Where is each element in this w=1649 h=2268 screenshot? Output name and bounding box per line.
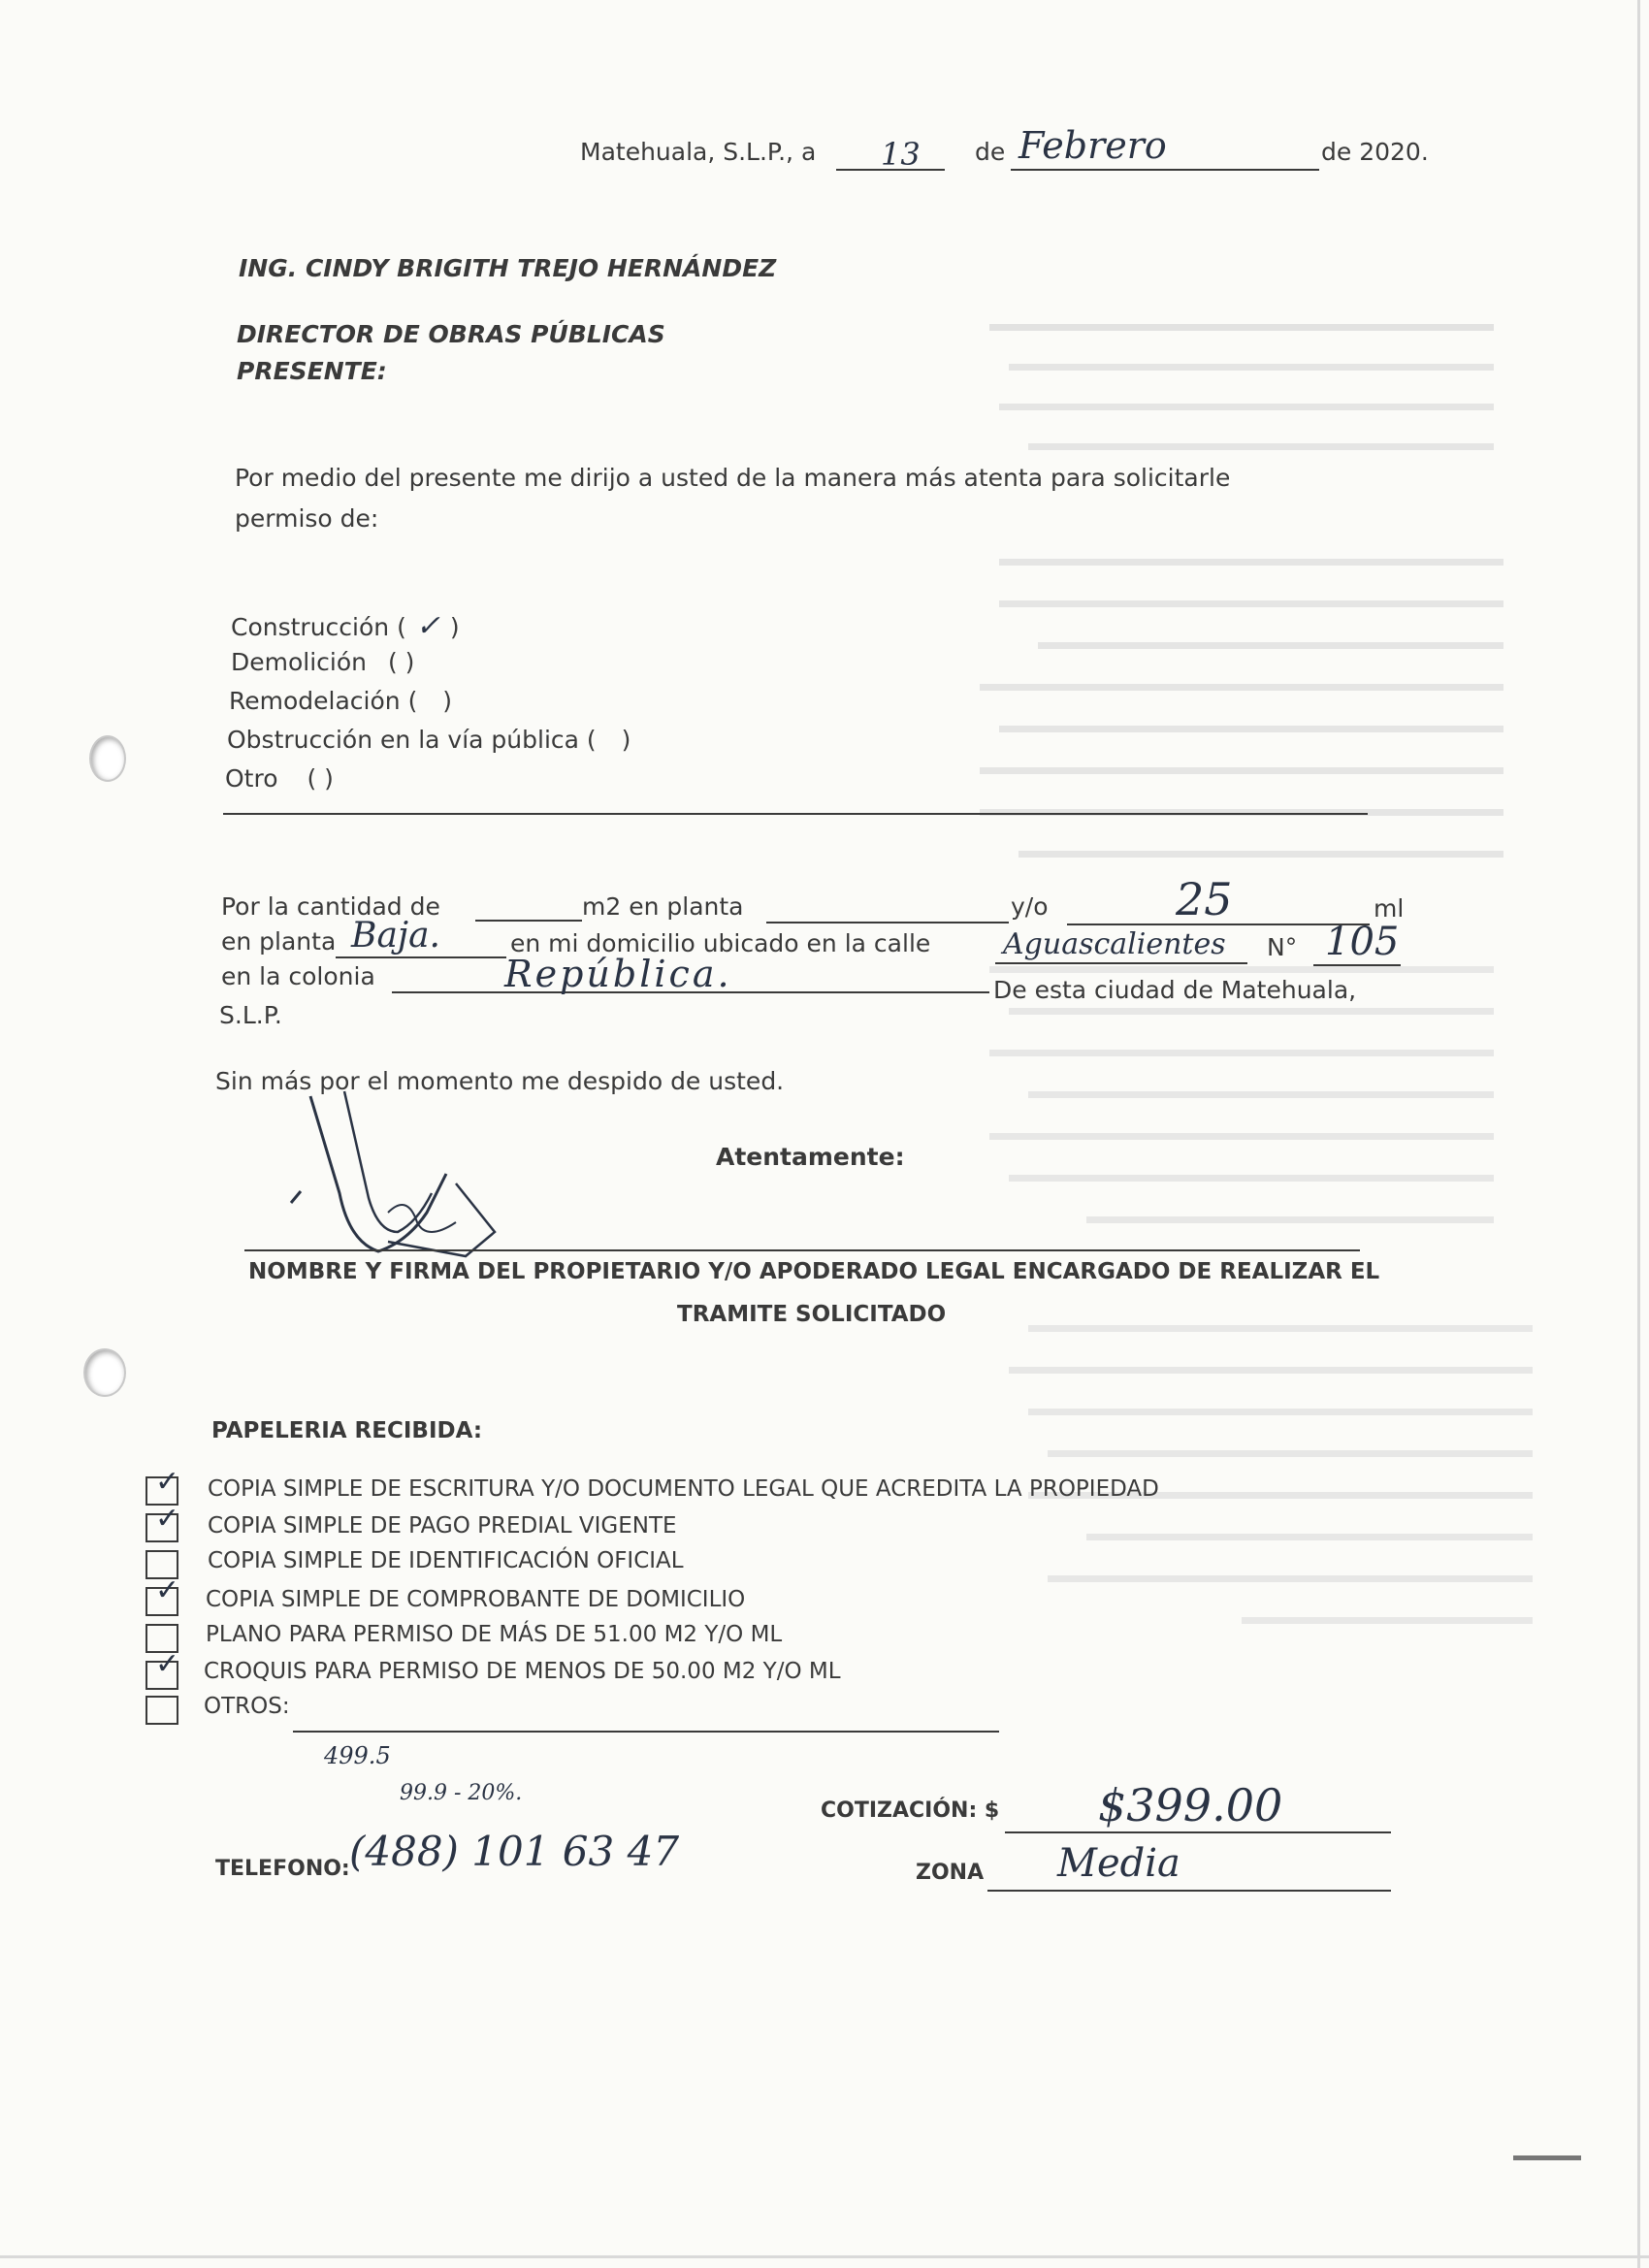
cotizacion-label: COTIZACIÓN: $	[821, 1798, 1000, 1823]
intro-line-1: Por medio del presente me dirijo a usted de la manera más atenta para solicitarle	[235, 464, 1231, 492]
addressee-presente: PRESENTE:	[237, 357, 387, 385]
calle-line	[995, 962, 1247, 964]
permit-otro[interactable]	[225, 764, 334, 793]
signature-caption-1: NOMBRE Y FIRMA DEL PROPIETARIO Y/O APODERADO LEGAL ENCARGADO DE REALIZAR EL	[248, 1259, 1380, 1284]
m2-planta-line	[766, 922, 1009, 923]
bleedthrough-block-4	[1009, 1290, 1533, 1624]
bleedthrough-block-2	[980, 524, 1504, 858]
permit-remodelacion-label: Remodelación (	[229, 687, 418, 715]
scan-mark	[1513, 2155, 1581, 2160]
signature-caption-2: TRAMITE SOLICITADO	[677, 1302, 947, 1327]
domicilio-label: en mi domicilio ubicado en la calle	[510, 929, 931, 957]
zona-value: Media	[1057, 1841, 1180, 1886]
doc-check-escritura: ✓	[155, 1465, 180, 1499]
telefono-label: TELEFONO:	[215, 1857, 350, 1881]
planta-line	[336, 956, 506, 958]
otro-line	[223, 813, 1368, 815]
permit-construccion-close: )	[449, 613, 460, 641]
addressee-name: ING. CINDY BRIGITH TREJO HERNÁNDEZ	[239, 254, 777, 282]
intro-line-2: permiso de:	[235, 504, 379, 533]
header-de: de	[975, 138, 1006, 166]
permit-construccion-mark: ✓	[415, 609, 440, 643]
doc-label-escritura: COPIA SIMPLE DE ESCRITURA Y/O DOCUMENTO LEGAL QUE ACREDITA LA PROPIEDAD	[208, 1476, 1159, 1502]
cotizacion-value: $399.00	[1098, 1779, 1283, 1831]
permit-otro-label: Otro	[225, 764, 278, 793]
doc-label-otros: OTROS:	[204, 1694, 290, 1719]
permit-otro-box: ( )	[307, 764, 334, 793]
header-year: de 2020.	[1321, 138, 1429, 166]
permit-remodelacion-close: )	[442, 687, 453, 715]
punch-hole-lower	[85, 1350, 124, 1395]
otros-line	[293, 1731, 999, 1733]
note-calc-2: 99.9 - 20%.	[400, 1781, 523, 1805]
doc-label-plano: PLANO PARA PERMISO DE MÁS DE 51.00 M2 Y/O ML	[206, 1622, 783, 1647]
doc-check-croquis: ✓	[155, 1647, 180, 1681]
doc-label-predial: COPIA SIMPLE DE PAGO PREDIAL VIGENTE	[208, 1513, 677, 1539]
zona-line	[987, 1890, 1391, 1892]
papeleria-title: PAPELERIA RECIBIDA:	[211, 1418, 483, 1443]
permit-construccion-label: Construcción (	[231, 613, 406, 641]
cantidad-line	[475, 920, 582, 922]
doc-check-domicilio: ✓	[155, 1573, 180, 1607]
scan-bottom-edge	[0, 2255, 1649, 2258]
cantidad-prefix: Por la cantidad de	[221, 892, 440, 921]
ml-label: ml	[1374, 894, 1405, 923]
colonia-prefix: en la colonia	[221, 962, 375, 990]
bleedthrough-block-1	[989, 291, 1494, 485]
yo-label: y/o	[1011, 892, 1049, 921]
doc-label-domicilio: COPIA SIMPLE DE COMPROBANTE DE DOMICILIO	[206, 1587, 746, 1612]
calle-value: Aguascalientes	[1003, 927, 1226, 961]
m2-label: m2 en planta	[582, 892, 744, 921]
punch-hole-upper	[91, 737, 124, 780]
doc-label-identificacion: COPIA SIMPLE DE IDENTIFICACIÓN OFICIAL	[208, 1548, 684, 1573]
month-line	[1011, 169, 1319, 171]
zona-label: ZONA	[916, 1861, 985, 1885]
permit-obstruccion[interactable]	[227, 726, 630, 754]
addressee-title: DIRECTOR DE OBRAS PÚBLICAS	[237, 320, 665, 348]
scan-right-edge	[1637, 0, 1640, 2268]
cotizacion-line	[1005, 1831, 1391, 1833]
note-calc-1: 499.5	[324, 1742, 391, 1769]
permit-construccion[interactable]	[231, 609, 460, 643]
permit-obstruccion-label: Obstrucción en la vía pública (	[227, 726, 597, 754]
header-month: Febrero	[1018, 124, 1167, 167]
atentamente: Atentamente:	[716, 1143, 905, 1171]
ciudad-label: De esta ciudad de Matehuala,	[993, 976, 1357, 1004]
permit-remodelacion[interactable]	[229, 687, 452, 715]
closing-line: Sin más por el momento me despido de usted.	[215, 1067, 785, 1095]
num-line	[1313, 964, 1401, 966]
signature-scribble	[272, 1077, 524, 1271]
permit-demolicion-box: ( )	[387, 648, 415, 676]
doc-check-predial: ✓	[155, 1502, 180, 1536]
planta-prefix: en planta	[221, 927, 337, 956]
header-day: 13	[881, 136, 921, 173]
permit-demolicion[interactable]	[231, 648, 414, 676]
num-value: 105	[1325, 920, 1400, 964]
doc-label-croquis: CROQUIS PARA PERMISO DE MENOS DE 50.00 M2 Y/O ML	[204, 1659, 841, 1684]
telefono-value: (488) 101 63 47	[349, 1828, 680, 1875]
header-place: Matehuala, S.L.P., a	[580, 138, 817, 166]
doc-checkbox-otros[interactable]	[146, 1696, 178, 1725]
colonia-value: República.	[504, 953, 732, 995]
signature-line	[244, 1249, 1360, 1251]
slp-label: S.L.P.	[219, 1001, 282, 1029]
ml-value: 25	[1176, 873, 1233, 925]
permit-obstruccion-close: )	[621, 726, 631, 754]
num-label: N°	[1267, 933, 1298, 961]
permit-demolicion-label: Demolición	[231, 648, 368, 676]
planta-value: Baja.	[351, 916, 440, 956]
